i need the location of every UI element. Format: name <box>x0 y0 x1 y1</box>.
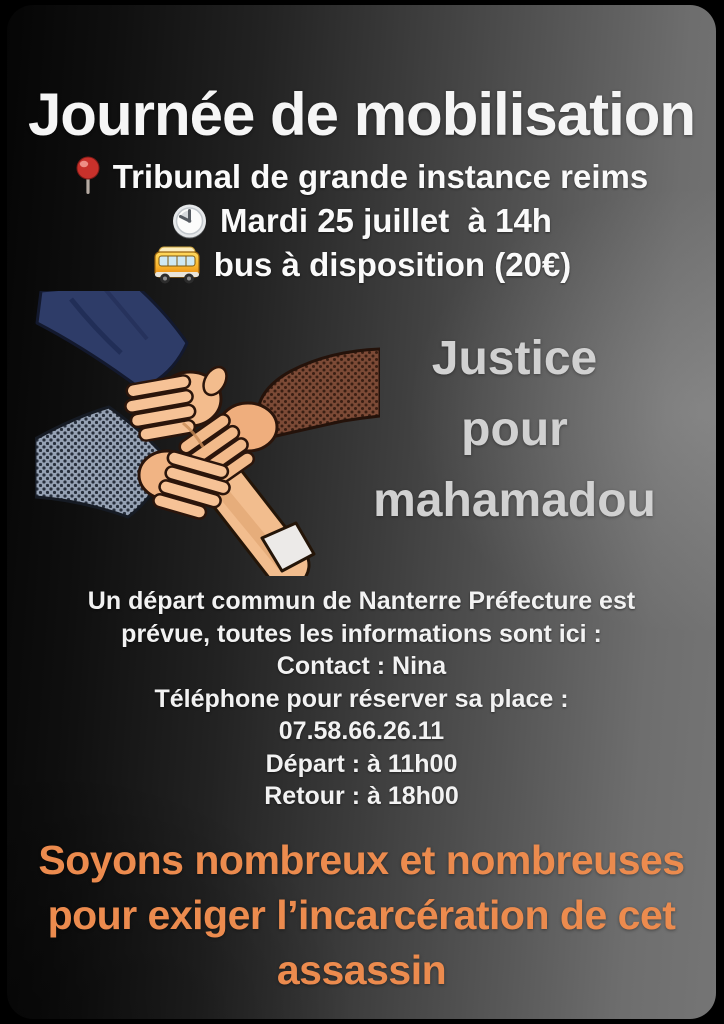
event-bus-text: bus à disposition (20€) <box>213 246 572 283</box>
cta-line: assassin <box>276 947 447 993</box>
event-location-line <box>7 155 716 199</box>
event-datetime-text: Mardi 25 juillet à 14h <box>220 202 552 239</box>
slogan-line: mahamadou <box>373 474 656 527</box>
details-line-phone-number: 07.58.66.26.11 <box>278 717 445 745</box>
details-line: prévue, toutes les informations sont ici : <box>121 619 602 648</box>
details-block <box>7 585 716 813</box>
cta-line: pour exiger l’incarcération de cet <box>47 892 676 938</box>
poster-title: Journée de mobilisation <box>27 81 696 149</box>
event-datetime-line <box>7 199 716 243</box>
slogan <box>327 323 702 536</box>
slogan-line: Justice <box>431 332 598 385</box>
details-line: Un départ commun de Nanterre Préfecture est <box>87 587 636 615</box>
details-line-phone-label: Téléphone pour réserver sa place : <box>154 684 569 713</box>
poster <box>7 5 716 1019</box>
event-location-text: Tribunal de grande instance reims <box>112 158 649 195</box>
event-bus-line <box>7 243 716 287</box>
call-to-action <box>7 833 716 998</box>
details-line-departure: Départ : à 11h00 <box>265 749 458 778</box>
bus-icon <box>152 245 202 285</box>
round-pushpin-icon <box>75 156 101 198</box>
cta-line: Soyons nombreux et nombreuses <box>38 837 685 883</box>
details-line-return: Retour : à 18h00 <box>264 782 459 810</box>
event-info <box>7 155 716 287</box>
clock-icon <box>171 203 208 240</box>
details-line-contact: Contact : Nina <box>276 652 447 680</box>
slogan-line: pour <box>461 403 568 456</box>
